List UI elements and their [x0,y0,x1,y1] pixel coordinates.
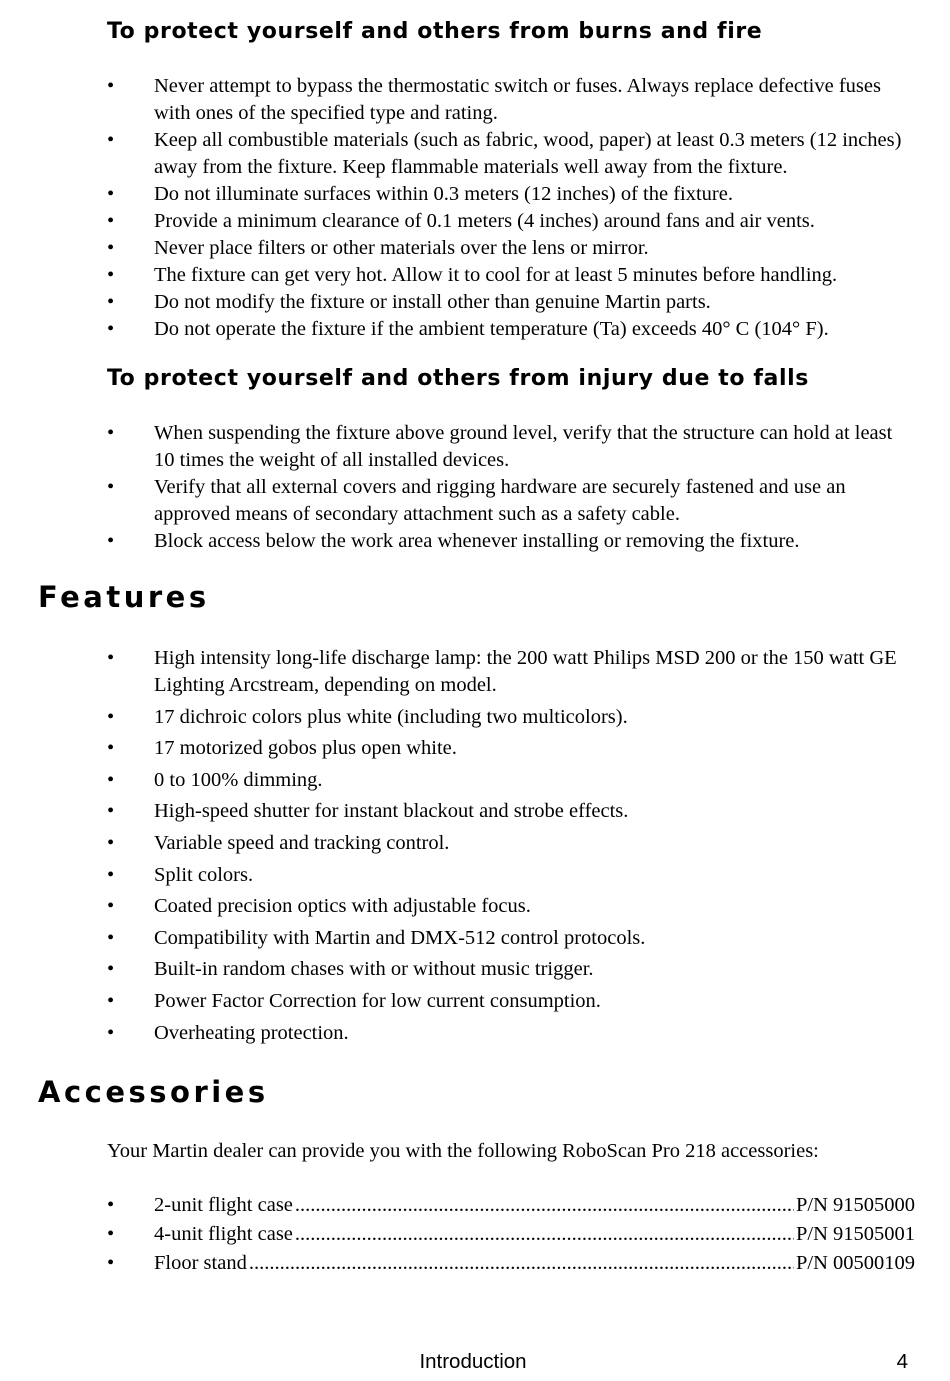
list-item [107,735,915,762]
list-item [107,1020,915,1047]
list-item-text: Compatibility with Martin and DMX-512 control protocols. [154,926,646,949]
list-item [107,925,915,952]
list-item [107,181,915,208]
bullet-icon: • [107,75,115,97]
accessory-part-number: P/N 91505001 [795,1223,915,1245]
bullet-icon: • [107,129,115,151]
bullet-icon: • [107,800,115,823]
bullet-icon: • [107,210,115,232]
falls-list [107,420,915,555]
accessory-part-number: P/N 00500109 [795,1252,915,1274]
bullet-icon: • [107,705,115,728]
list-item [107,704,915,731]
bullet-icon: • [107,318,115,340]
accessory-item [107,1221,915,1248]
features-title: Features [38,580,210,614]
list-item-text: Split colors. [154,863,254,886]
list-item-text: Do not illuminate surfaces within 0.3 meters (12 inches) of the fixture. [154,183,733,205]
bullet-icon: • [107,863,115,886]
list-item-text: High-speed shutter for instant blackout and strobe effects. [154,800,629,823]
accessory-item [107,1192,915,1219]
list-item-text: Coated precision optics with adjustable focus. [154,895,531,918]
footer-page-number: 4 [896,1350,908,1373]
bullet-icon: • [107,291,115,313]
list-item-text: The fixture can get very hot. Allow it to cool for at least 5 minutes before handling. [154,264,838,286]
bullet-icon: • [107,530,115,552]
bullet-icon: • [107,422,115,444]
list-item-text: 17 dichroic colors plus white (including two multicolors). [154,705,628,728]
bullet-icon: • [107,1021,115,1044]
list-item-text: Power Factor Correction for low current consumption. [154,989,601,1012]
list-item [107,289,915,316]
bullet-icon: • [107,237,115,259]
bullet-icon: • [107,895,115,918]
accessories-title: Accessories [38,1075,269,1109]
bullet-icon: • [107,1252,115,1274]
bullet-icon: • [107,647,115,669]
list-item [107,127,915,181]
list-item-text: 17 motorized gobos plus open white. [154,737,457,760]
list-item-text: Keep all combustible materials (such as fabric, wood, paper) at least 0.3 meters (12 inches) away from the fixture. Keep flammable materials well away from the fixture. [154,129,902,178]
list-item-text: Built-in random chases with or without music trigger. [154,958,594,981]
list-item-text: Provide a minimum clearance of 0.1 meters (4 inches) around fans and air vents. [154,210,815,232]
accessory-item [107,1250,915,1277]
accessory-name: Floor stand [154,1252,247,1274]
bullet-icon: • [107,989,115,1012]
list-item-text: Never attempt to bypass the thermostatic switch or fuses. Always replace defective fuses with ones of the specified type and rating. [154,75,881,124]
accessories-intro: Your Martin dealer can provide you with the following RoboScan Pro 218 accessories: [107,1140,819,1162]
list-item [107,73,915,127]
list-item-text: Verify that all external covers and rigging hardware are securely fastened and use an approved means of secondary attachment such as a safety cable. [154,476,846,525]
list-item-text: Never place filters or other materials over the lens or mirror. [154,237,649,259]
list-item [107,474,915,528]
list-item [107,767,915,794]
list-item [107,893,915,920]
accessory-part-number: P/N 91505000 [795,1194,915,1216]
burns-heading: To protect yourself and others from burns and fire [107,19,763,44]
bullet-icon: • [107,476,115,498]
bullet-icon: • [107,958,115,981]
list-item-text: Variable speed and tracking control. [154,831,450,854]
bullet-icon: • [107,768,115,791]
list-item [107,208,915,235]
bullet-icon: • [107,1223,115,1245]
list-item-text: When suspending the fixture above ground level, verify that the structure can hold at least 10 times the weight of all installed devices. [154,422,893,471]
list-item [107,316,915,343]
bullet-icon: • [107,1194,115,1216]
list-item-text: Block access below the work area whenever installing or removing the fixture. [154,530,800,552]
accessory-name: 2-unit flight case [154,1194,293,1216]
list-item [107,235,915,262]
list-item [107,830,915,857]
accessory-name: 4-unit flight case [154,1223,293,1245]
list-item [107,988,915,1015]
dot-leader [295,1221,794,1248]
list-item [107,420,915,474]
list-item-text: 0 to 100% dimming. [154,768,323,791]
bullet-icon: • [107,737,115,760]
list-item-text: Do not operate the fixture if the ambient temperature (Ta) exceeds 40° C (104° F). [154,318,829,340]
list-item-text: Do not modify the fixture or install other than genuine Martin parts. [154,291,711,313]
list-item-text: High intensity long-life discharge lamp: the 200 watt Philips MSD 200 or the 150 watt GE Lighting Arcstream, depending on model. [154,647,897,696]
accessories-list [107,1192,915,1279]
list-item [107,528,915,555]
footer-section-label: Introduction [419,1350,527,1373]
bullet-icon: • [107,926,115,949]
dot-leader [295,1192,794,1219]
bullet-icon: • [107,264,115,286]
list-item [107,862,915,889]
list-item [107,798,915,825]
falls-heading: To protect yourself and others from injury due to falls [107,366,809,391]
bullet-icon: • [107,831,115,854]
features-list [107,645,915,1051]
list-item [107,262,915,289]
list-item-text: Overheating protection. [154,1021,349,1044]
dot-leader [249,1250,794,1277]
list-item [107,956,915,983]
list-item [107,645,915,699]
bullet-icon: • [107,183,115,205]
burns-list [107,73,915,343]
